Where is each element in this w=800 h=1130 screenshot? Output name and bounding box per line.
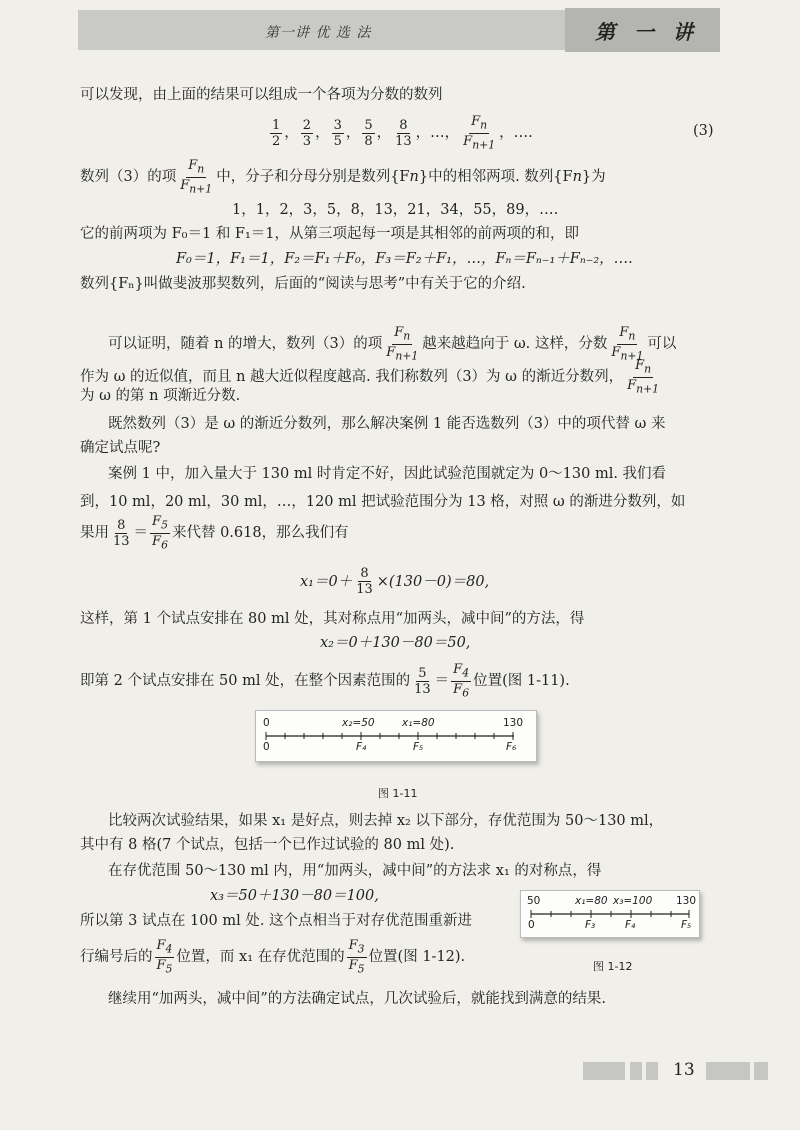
figure-1-12 (520, 890, 700, 938)
paragraph: 比较两次试验结果，如果 x₁ 是好点，则去掉 x₂ 以下部分，存优范围为 50～130 ml， (108, 813, 664, 829)
footer-bar (706, 1062, 750, 1080)
footer-bar (646, 1062, 658, 1080)
number-line (521, 891, 699, 937)
paragraph: 数列{Fₙ}叫做斐波那契数列，后面的“阅读与思考”中有关于它的介绍. (80, 276, 526, 292)
paragraph: 可以发现，由上面的结果可以组成一个各项为分数的数列 (80, 87, 443, 103)
paragraph: 这样，第 1 个试点安排在 80 ml 处，其对称点用“加两头，减中间”的方法，得 (80, 611, 585, 627)
fibonacci-rule: F₀＝1，F₁＝1，F₂＝F₁＋F₀，F₃＝F₂＋F₁，…，Fₙ＝Fₙ₋₁＋Fₙ₋₂，…. (176, 251, 633, 267)
paragraph: 果用 $\frac{8}{13}$ ＝ $\frac{F_5}{F_6}$ 来代替 0.618，那么我们有 (80, 514, 349, 552)
paragraph: 作为 ω 的近似值，而且 n 越大近似程度越高. 我们称数列（3）为 ω 的渐近分数列， $\frac{F_n}{F_{n+1}}$ (80, 358, 660, 396)
paragraph: 既然数列（3）是 ω 的渐近分数列，那么解决案例 1 能否选数列（3）中的项代替 ω 来 (108, 416, 666, 432)
equation-label: (3) (693, 123, 714, 139)
paragraph: 确定试点呢? (80, 440, 161, 456)
paragraph: 到，10 ml，20 ml，30 ml，…，120 ml 把试验范围分为 13 格，对照 ω 的渐进分数列，如 (80, 494, 686, 510)
fraction: $\frac{8}{13}$ (395, 117, 412, 149)
fig-top-label: 50 (527, 895, 541, 907)
figure-caption: 图 1-11 (378, 787, 418, 800)
fig-bottom-label: 0 (528, 919, 535, 931)
equation-x3: x₃＝50＋130－80＝100, (210, 888, 379, 904)
header-title: 第一讲 优 选 法 (265, 25, 372, 41)
fig-bottom-label: F₅ (681, 919, 692, 931)
footer-bar (630, 1062, 642, 1080)
fig-top-label: x₁=80 (575, 895, 608, 907)
fraction-general: $\frac{F_n}{F_{n+1}}$ (463, 114, 496, 152)
equation-x1: x₁＝0＋ $\frac{8}{13}$ ×(130－0)＝80, (300, 566, 490, 597)
paragraph: 为 ω 的第 n 项渐近分数. (80, 388, 241, 404)
figure-1-11 (255, 710, 537, 762)
paragraph: 行编号后的 $\frac{F_4}{F_5}$ 位置，而 x₁ 在存优范围的 $\frac{F_3}{F_5}$ 位置(图 1-12). (80, 938, 466, 976)
paragraph: 继续用“加两头，减中间”的方法确定试点，几次试验后，就能找到满意的结果. (108, 991, 606, 1007)
paragraph: 即第 2 个试点安排在 50 ml 处，在整个因素范围的 $\frac{5}{13}$ ＝ $\frac{F_4}{F_6}$ 位置(图 1-11). (80, 662, 570, 700)
fibonacci-sequence: 1，1，2，3，5，8，13，21，34，55，89，…. (232, 202, 559, 218)
fraction: $\frac{2}{3}$ (302, 117, 312, 149)
paragraph: 其中有 8 格(7 个试点，包括一个已作过试验的 80 ml 处). (80, 837, 455, 853)
paragraph: 它的前两项为 F₀＝1 和 F₁＝1，从第三项起每一项是其相邻的前两项的和，即 (80, 226, 580, 242)
fig-top-label: x₂=50 (342, 717, 375, 729)
fraction: $\frac{5}{8}$ (364, 117, 373, 149)
header-chapter: 第 一 讲 (595, 20, 699, 44)
fraction: $\frac{3}{5}$ (333, 117, 342, 149)
fig-bottom-label: F₃ (585, 919, 596, 931)
paragraph: 所以第 3 试点在 100 ml 处. 这个点相当于对存优范围重新进 (80, 913, 473, 929)
page-number: 13 (673, 1060, 695, 1080)
fig-bottom-label: F₆ (506, 741, 517, 753)
footer-bar (754, 1062, 768, 1080)
fig-top-label: x₃=100 (613, 895, 653, 907)
paragraph: 在存优范围 50～130 ml 内，用“加两头，减中间”的方法求 x₁ 的对称点，得 (108, 863, 602, 879)
equation-x2: x₂＝0＋130－80＝50, (320, 635, 471, 651)
fig-top-label: 0 (263, 717, 270, 729)
paragraph: 案例 1 中，加入量大于 130 ml 时肯定不好，因此试验范围就定为 0～130 ml. 我们看 (108, 466, 667, 482)
fig-bottom-label: F₄ (625, 919, 636, 931)
fraction: $\frac{1}{2}$ (272, 117, 281, 149)
figure-caption: 图 1-12 (593, 960, 633, 973)
paragraph: 数列（3）的项 $\frac{F_n}{F_{n+1}}$ 中，分子和分母分别是数列{F n }中的相邻两项. 数列{F n }为 (80, 158, 606, 196)
fig-bottom-label: 0 (263, 741, 270, 753)
paragraph: 可以证明，随着 n 的增大，数列（3）的项 $\frac{F_n}{F_{n+1}}$ 越来越趋向于 ω. 这样，分数 $\frac{F_n}{F_{n+1}}$ 可以 (108, 325, 677, 363)
fig-bottom-label: F₅ (413, 741, 424, 753)
number-line (256, 711, 536, 761)
fig-top-label: x₁=80 (402, 717, 435, 729)
fig-top-label: 130 (676, 895, 697, 907)
sequence-3: $\frac{1}{2}$ ， $\frac{2}{3}$ ， $\frac{3}{5}$ ， $\frac{5}{8}$ ， $\frac{8}{13}$ ，…， $\frac{F_n}{F_{n+1}}$ ，…. (272, 114, 533, 152)
fig-bottom-label: F₄ (356, 741, 367, 753)
fig-top-label: 130 (503, 717, 524, 729)
footer-bar (583, 1062, 625, 1080)
